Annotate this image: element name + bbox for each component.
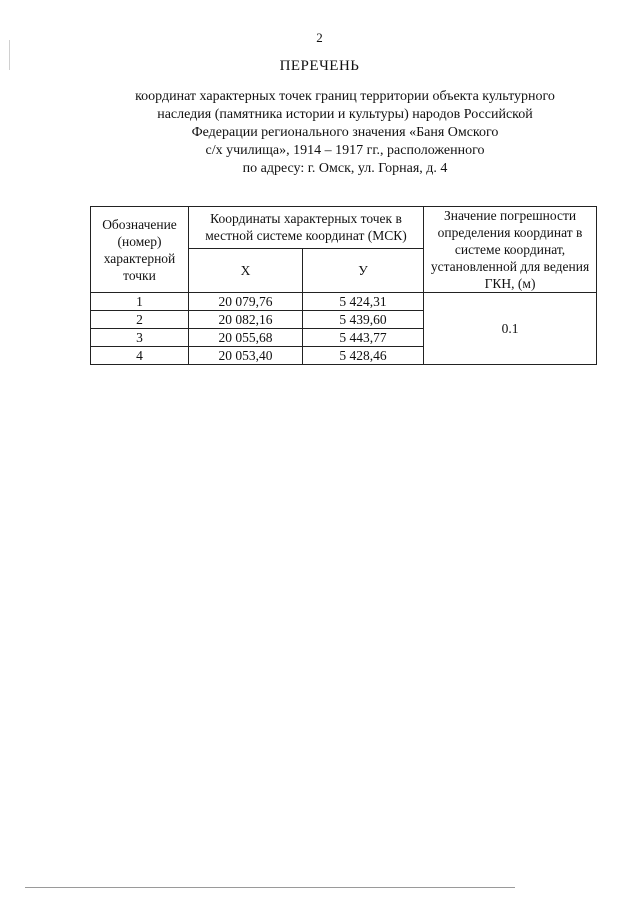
cell-point: 4 (91, 347, 189, 365)
subtitle-line: Федерации регионального значения «Баня Омского (191, 125, 499, 140)
header-x: Х (189, 248, 303, 292)
cell-point: 3 (91, 329, 189, 347)
cell-y: 5 424,31 (303, 293, 424, 311)
cell-accuracy: 0.1 (424, 293, 597, 365)
cell-y: 5 439,60 (303, 311, 424, 329)
cell-y: 5 443,77 (303, 329, 424, 347)
scan-artifact-bottom (25, 887, 515, 888)
cell-x: 20 079,76 (189, 293, 303, 311)
cell-point: 2 (91, 311, 189, 329)
cell-y: 5 428,46 (303, 347, 424, 365)
table-row (91, 293, 597, 311)
cell-x: 20 053,40 (189, 347, 303, 365)
document-subtitle (110, 88, 580, 178)
subtitle-line: наследия (памятника истории и культуры) народов Российской (157, 107, 533, 122)
header-accuracy: Значение погрешности определения координат в системе координат, установленной для ведения ГКН, (м) (424, 207, 597, 293)
coordinates-table (90, 206, 597, 365)
subtitle-line: с/х училища», 1914 – 1917 гг., расположенного (205, 143, 485, 158)
cell-point: 1 (91, 293, 189, 311)
header-point-number: Обозначение (номер) характерной точки (91, 207, 189, 293)
page-number: 2 (316, 30, 323, 45)
cell-x: 20 055,68 (189, 329, 303, 347)
header-coordinates: Координаты характерных точек в местной системе координат (МСК) (189, 207, 424, 249)
subtitle-line: по адресу: г. Омск, ул. Горная, д. 4 (242, 161, 448, 176)
cell-x: 20 082,16 (189, 311, 303, 329)
header-y: У (303, 248, 424, 292)
subtitle-line: координат характерных точек границ территории объекта культурного (135, 89, 555, 104)
document-title: ПЕРЕЧЕНЬ (279, 58, 360, 74)
